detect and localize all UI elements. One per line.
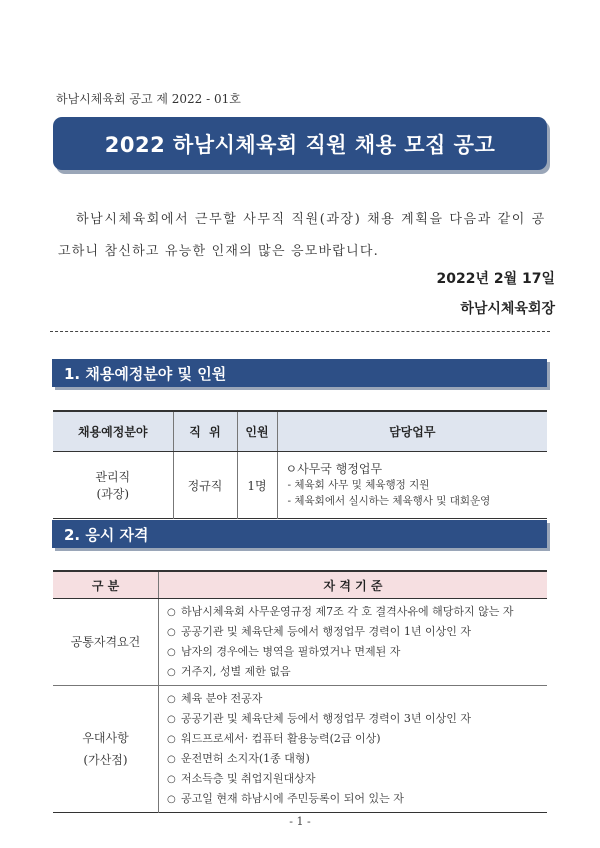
table-header-row (53, 571, 547, 599)
list-item (167, 662, 547, 682)
count-cell: 1명 (237, 452, 277, 519)
common-criteria (159, 599, 548, 686)
criteria-text: 운전면허 소지자(1종 대형) (181, 752, 310, 765)
criteria-text: 워드프로세서· 컴퓨터 활용능력(2급 이상) (181, 732, 381, 745)
section-1-title: 1. 채용예정분야 및 인원 (64, 364, 227, 383)
criteria-text: 공공기관 및 체육단체 등에서 행정업무 경력이 1년 이상인 자 (181, 625, 471, 638)
field-cell (53, 452, 173, 519)
preferred-label-line-2: (가산점) (83, 753, 128, 767)
list-item (167, 709, 547, 729)
list-item (167, 749, 547, 769)
intro-line-1: 하남시체육회에서 근무할 사무직 직원(과장) 채용 계획을 다음과 같이 공 (76, 212, 546, 227)
duties-cell (277, 452, 547, 519)
bullet-icon: ○ (167, 774, 176, 785)
intro-paragraph (58, 204, 558, 268)
list-item (167, 642, 547, 662)
bullet-icon: ○ (167, 667, 176, 678)
field-line-1: 관리직 (95, 470, 131, 484)
criteria-text: 거주지, 성별 제한 없음 (181, 665, 291, 678)
table-row (53, 452, 547, 519)
bullet-icon: ○ (167, 694, 176, 705)
preferred-criteria (159, 686, 548, 813)
bullet-icon: ○ (167, 794, 176, 805)
duty-sub-2: - 체육회에서 실시하는 체육행사 및 대회운영 (287, 495, 491, 507)
table-row (53, 686, 547, 813)
criteria-text: 공고일 현재 하남시에 주민등록이 되어 있는 자 (181, 792, 404, 805)
announcement-date: 2022년 2월 17일 (436, 271, 555, 287)
field-line-2: (과장) (96, 487, 130, 501)
list-item (167, 789, 547, 809)
position-cell: 정규직 (173, 452, 237, 519)
intro-line-2: 고하니 참신하고 유능한 인재의 많은 응모바랍니다. (58, 244, 379, 259)
criteria-text: 하남시체육회 사무운영규정 제7조 각 호 결격사유에 해당하지 않는 자 (181, 605, 514, 618)
preferred-label-line-1: 우대사항 (82, 731, 129, 745)
header-category: 구 분 (53, 571, 159, 599)
bullet-icon: ○ (167, 714, 176, 725)
criteria-text: 남자의 경우에는 병역을 필하였거나 면제된 자 (181, 645, 401, 658)
list-item (167, 689, 547, 709)
duty-sub-1: - 체육회 사무 및 체육행정 지원 (287, 479, 430, 491)
bullet-icon: ○ (167, 647, 176, 658)
page-title: 2022 하남시체육회 직원 채용 모집 공고 (104, 132, 496, 157)
criteria-text: 체육 분야 전공자 (181, 692, 263, 705)
section-1-header (52, 359, 547, 387)
notice-number: 하남시체육회 공고 제 2022 - 01호 (56, 92, 241, 106)
common-label: 공통자격요건 (53, 599, 159, 686)
list-item (167, 769, 547, 789)
recruitment-table (53, 410, 547, 519)
header-duties: 담당업무 (277, 411, 547, 452)
issuer: 하남시체육회장 (460, 301, 555, 317)
bullet-icon: ○ (167, 734, 176, 745)
bullet-icon: ○ (167, 754, 176, 765)
divider (50, 331, 550, 332)
page-number: - 1 - (289, 815, 311, 828)
bullet-icon: ○ (167, 627, 176, 638)
section-2-title: 2. 응시 자격 (64, 525, 149, 544)
duty-main: ㅇ사무국 행정업무 (285, 462, 383, 476)
section-2-header (52, 520, 547, 548)
table-header-row (53, 411, 547, 452)
title-banner (53, 117, 547, 170)
table-row (53, 599, 547, 686)
qualification-table (53, 570, 547, 813)
preferred-label (53, 686, 159, 813)
list-item (167, 729, 547, 749)
list-item (167, 622, 547, 642)
bullet-icon: ○ (167, 607, 176, 618)
header-criteria: 자 격 기 준 (159, 571, 548, 599)
header-position: 직 위 (173, 411, 237, 452)
header-field: 채용예정분야 (53, 411, 173, 452)
list-item (167, 602, 547, 622)
header-count: 인원 (237, 411, 277, 452)
criteria-text: 저소득층 및 취업지원대상자 (181, 772, 316, 785)
criteria-text: 공공기관 및 체육단체 등에서 행정업무 경력이 3년 이상인 자 (181, 712, 471, 725)
